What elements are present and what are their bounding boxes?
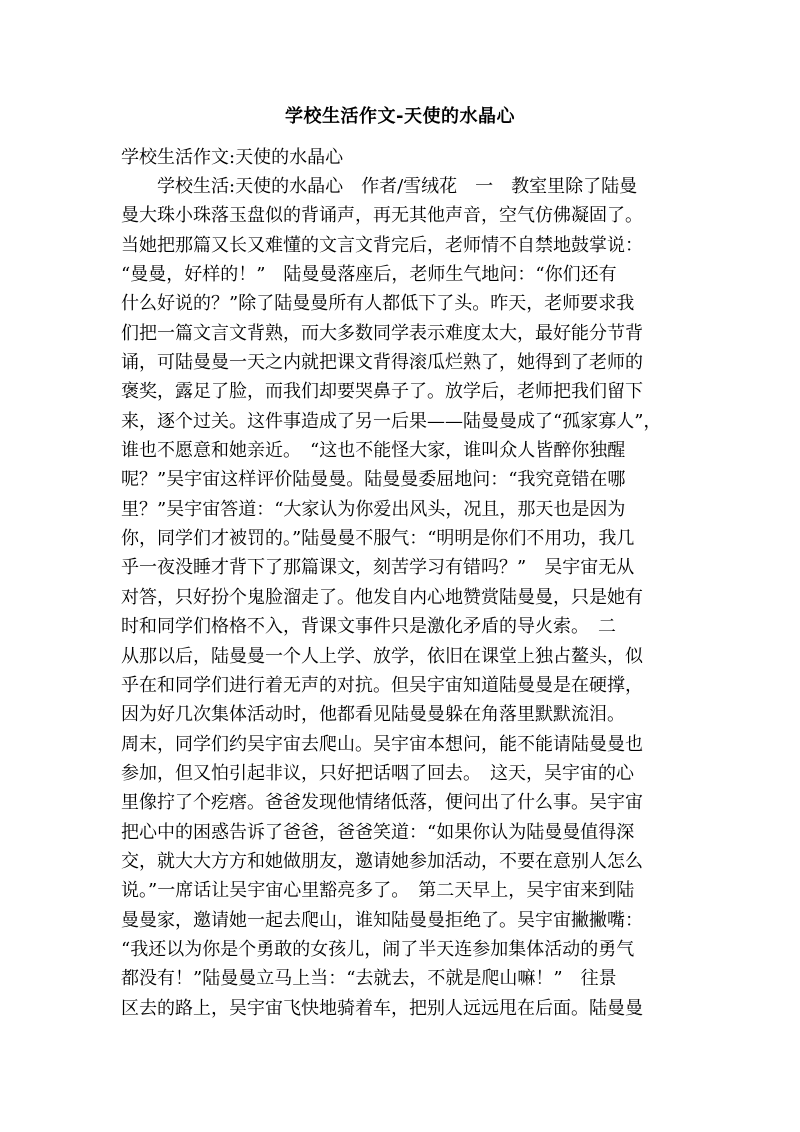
body-line: 什么好说的？”除了陆曼曼所有人都低下了头。昨天，老师要求我	[121, 293, 635, 315]
body-line: 谁也不愿意和她亲近。 “这也不能怪大家，谁叫众人皆醉你独醒	[121, 440, 626, 462]
body-line: 说。”一席话让吴宇宙心里豁亮多了。 第二天早上，吴宇宙来到陆	[121, 880, 635, 902]
body-line: 曼曼家，邀请她一起去爬山，谁知陆曼曼拒绝了。吴宇宙撇撇嘴：	[121, 909, 643, 931]
body-line: 曼大珠小珠落玉盘似的背诵声，再无其他声音，空气仿佛凝固了。	[121, 205, 643, 227]
body-line: 时和同学们格格不入，背课文事件只是激化矛盾的导火索。 二	[121, 616, 616, 638]
body-line: 褒奖，露足了脸，而我们却要哭鼻子了。放学后，老师把我们留下	[121, 381, 643, 403]
body-line: 乎在和同学们进行着无声的对抗。但吴宇宙知道陆曼曼是在硬撑，	[121, 674, 643, 696]
body-line: 诵，可陆曼曼一天之内就把课文背得滚瓜烂熟了，她得到了老师的	[121, 352, 643, 374]
body-line: 把心中的困惑告诉了爸爸，爸爸笑道：“如果你认为陆曼曼值得深	[121, 821, 635, 843]
body-line: 呢？”吴宇宙这样评价陆曼曼。陆曼曼委屈地问：“我究竟错在哪	[121, 469, 626, 491]
body-line: 当她把那篇又长又难懂的文言文背完后，老师情不自禁地鼓掌说：	[121, 234, 643, 256]
body-line: 因为好几次集体活动时，他都看见陆曼曼躲在角落里默默流泪。	[121, 704, 625, 726]
body-line: “我还以为你是个勇敢的女孩儿，闹了半天连参加集体活动的勇气	[121, 938, 635, 960]
body-line: 里像拧了个疙瘩。爸爸发现他情绪低落，便问出了什么事。吴宇宙	[121, 792, 643, 814]
body-line: 学校生活:天使的水晶心 作者/雪绒花 一 教室里除了陆曼	[121, 176, 638, 197]
body-line: 都没有！”陆曼曼立马上当：“去就去，不就是爬山嘛！” 往景	[121, 968, 617, 990]
body-line: 们把一篇文言文背熟，而大多数同学表示难度太大，最好能分节背	[121, 322, 643, 344]
body-line: “曼曼，好样的！” 陆曼曼落座后，老师生气地问：“你们还有	[121, 264, 617, 286]
document-title: 学校生活作文-天使的水晶心	[285, 106, 515, 127]
body-line: 周末，同学们约吴宇宙去爬山。吴宇宙本想问，能不能请陆曼曼也	[121, 733, 643, 755]
body-line: 对答，只好扮个鬼脸溜走了。他发自内心地赞赏陆曼曼，只是她有	[121, 586, 643, 608]
body-line: 交，就大大方方和她做朋友，邀请她参加活动，不要在意别人怎么	[121, 850, 643, 872]
body-line: 里？”吴宇宙答道：“大家认为你爱出风头，况且，那天也是因为	[121, 498, 626, 520]
body-line: 乎一夜没睡才背下了那篇课文，刻苦学习有错吗？” 吴宇宙无从	[121, 557, 635, 579]
body-line: 从那以后，陆曼曼一个人上学、放学，依旧在课堂上独占鳌头，似	[121, 645, 643, 667]
body-line: 你，同学们才被罚的。”陆曼曼不服气：“明明是你们不用功，我几	[121, 528, 635, 550]
document-subtitle: 学校生活作文:天使的水晶心	[121, 147, 344, 168]
article-body	[121, 172, 681, 1023]
body-line: 区去的路上，吴宇宙飞快地骑着车，把别人远远甩在后面。陆曼曼	[121, 997, 643, 1019]
body-line: 参加，但又怕引起非议，只好把话咽了回去。 这天，吴宇宙的心	[121, 762, 634, 784]
body-line: 来，逐个过关。这件事造成了另一后果——陆曼曼成了“孤家寡人”，	[121, 410, 662, 432]
